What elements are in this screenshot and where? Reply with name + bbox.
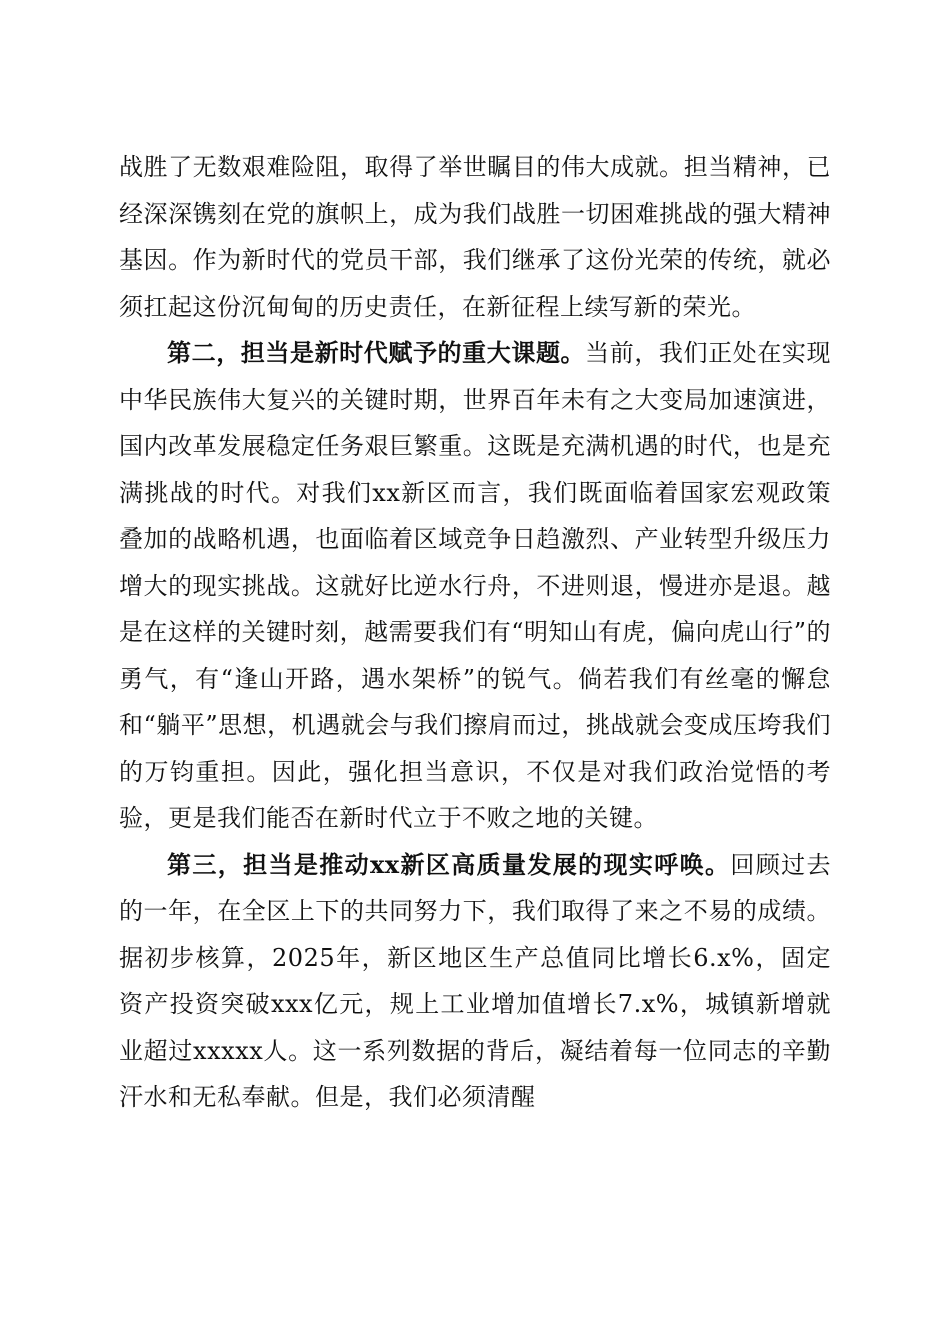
paragraph-3-text: 回顾过去的一年，在全区上下的共同努力下，我们取得了来之不易的成绩。据初步核算，2025年，新区地区生产总值同比增长6.x%，固定资产投资突破xxx亿元，规上工业增加值增长7.x%，城镇新增就业超过xxxxx人。这一系列数据的背后，凝结着每一位同志的辛勤汗水和无私奉献。但是，我们必须清醒 xyxy=(119,850,831,1111)
paragraph-3-heading: 第三，担当是推动xx新区高质量发展的现实呼唤。 xyxy=(167,849,731,879)
paragraph-1-text: 战胜了无数艰难险阻，取得了举世瞩目的伟大成就。担当精神，已经深深镌刻在党的旗帜上，成为我们战胜一切困难挑战的强大精神基因。作为新时代的党员干部，我们继承了这份光荣的传统，就必须扛起这份沉甸甸的历史责任，在新征程上续写新的荣光。 xyxy=(119,153,831,321)
document-page xyxy=(119,144,831,1121)
paragraph-second xyxy=(119,330,831,842)
paragraph-continued xyxy=(119,144,831,330)
paragraph-2-text: 当前，我们正处在实现中华民族伟大复兴的关键时期，世界百年未有之大变局加速演进，国内改革发展稳定任务艰巨繁重。这既是充满机遇的时代，也是充满挑战的时代。对我们xx新区而言，我们既面临着国家宏观政策叠加的战略机遇，也面临着区域竞争日趋激烈、产业转型升级压力增大的现实挑战。这就好比逆水行舟，不进则退，慢进亦是退。越是在这样的关键时刻，越需要我们有“明知山有虎，偏向虎山行”的勇气，有“逢山开路，遇水架桥”的锐气。倘若我们有丝毫的懈怠和“躺平”思想，机遇就会与我们擦肩而过，挑战就会变成压垮我们的万钧重担。因此，强化担当意识，不仅是对我们政治觉悟的考验，更是我们能否在新时代立于不败之地的关键。 xyxy=(119,339,832,832)
paragraph-2-heading: 第二，担当是新时代赋予的重大课题。 xyxy=(167,338,586,367)
paragraph-third xyxy=(119,842,831,1121)
